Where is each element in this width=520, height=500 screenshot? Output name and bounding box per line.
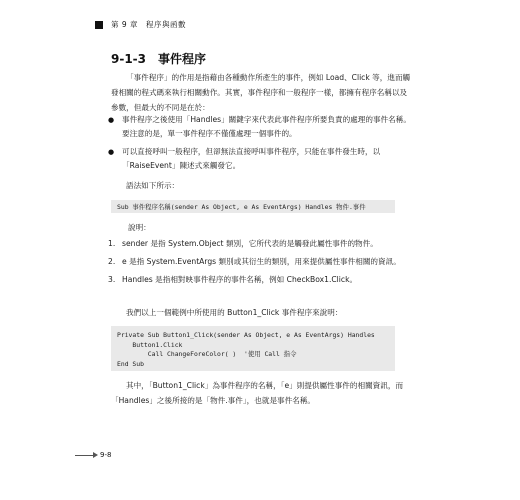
syntax-intro: 語法如下所示： <box>126 181 180 190</box>
chapter-title: 第 9 章 程序與函數 <box>111 20 187 29</box>
page-number: 9-8 <box>100 451 112 459</box>
code-line: Sub 事件程序名稱(sender As Object, e As EventArgs) Handles 物件.事件 <box>117 203 366 211</box>
section-title: 9-1-3 事件程序 <box>111 52 207 66</box>
code-line: Private Sub Button1_Click(sender As Object, e As EventArgs) Handles <box>117 331 375 339</box>
closing-paragraph: 其中，「Button1_Click」為事件程序的名稱，「e」則提供屬性事件的相關資訊，而「Handles」之後所接的是「物件.事件」，也就是事件名稱。 <box>111 381 404 405</box>
running-header <box>95 19 186 30</box>
code-line: End Sub <box>117 359 144 368</box>
bullet-text: 事件程序之後使用「Handles」關鍵字來代表此事件程序所要負責的處理的事件名稱。要注意的是，單一事件程序不僅僅處理一個事件的。 <box>122 115 411 138</box>
item-text: sender 是指 System.Object 類別，它所代表的是觸發此屬性事件的物件。 <box>122 239 378 248</box>
header-square-icon <box>95 21 103 29</box>
code-line: Call ChangeForeColor( ) '使用 Call 指令 <box>117 350 297 358</box>
example-intro: 我們以上一個範例中所使用的 Button1_Click 事件程序來說明： <box>126 308 343 317</box>
bullet-dot-icon: ● <box>108 116 115 124</box>
intro-paragraph: 「事件程序」的作用是指藉由各種動作所產生的事件，例如 Load、Click 等，進而觸發相關的程式碼來執行相關動作。其實，事件程序和一般程序一樣，都擁有程序名稱以及參數，但最大的不同是在於： <box>111 73 411 112</box>
list-item <box>108 237 413 251</box>
list-item <box>108 113 413 141</box>
item-number: 2. <box>108 257 116 266</box>
item-text: Handles 是指相對映事件程序的事件名稱，例如 CheckBox1.Click。 <box>122 275 358 284</box>
explain-label: 說明： <box>128 223 151 232</box>
item-number: 3. <box>108 275 116 284</box>
explanation-list <box>108 237 413 291</box>
list-item <box>108 255 413 269</box>
footer-rule <box>75 455 93 456</box>
arrow-right-icon <box>93 452 98 458</box>
item-text: e 是指 System.EventArgs 類別或其衍生的類別，用來提供屬性事件相關的資訊。 <box>122 257 401 266</box>
item-number: 1. <box>108 239 116 248</box>
syntax-code-box <box>111 200 395 213</box>
list-item <box>108 145 413 173</box>
page-footer <box>75 451 111 459</box>
bullet-list <box>108 113 413 177</box>
list-item <box>108 273 413 287</box>
example-code-box <box>111 326 395 371</box>
code-line: Button1.Click <box>117 340 183 349</box>
bullet-dot-icon: ● <box>108 148 115 156</box>
bullet-text: 可以直接呼叫一般程序，但卻無法直接呼叫事件程序，只能在事件發生時，以「RaiseEvent」陳述式來觸發它。 <box>122 147 381 170</box>
